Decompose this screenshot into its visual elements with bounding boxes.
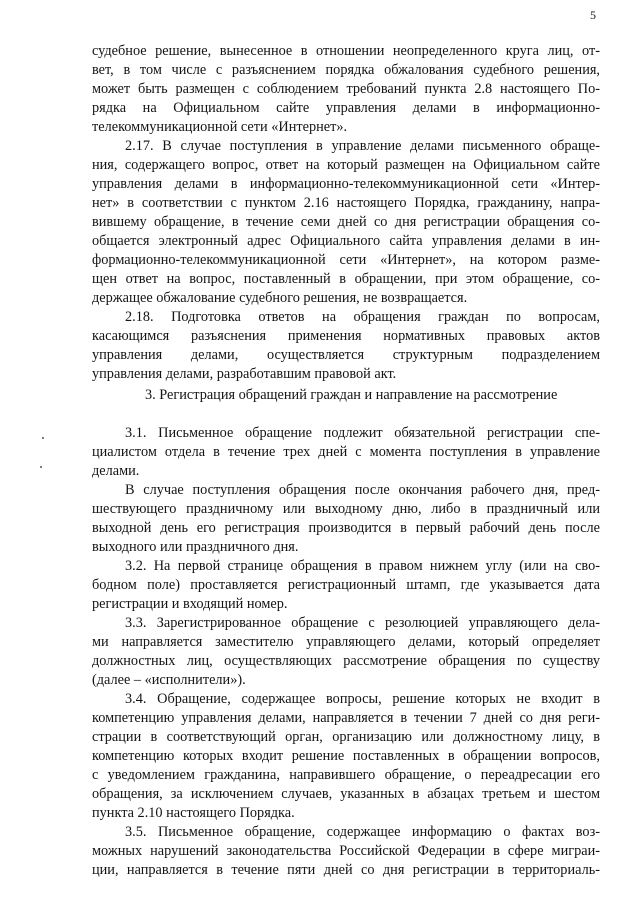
text-line: щен ответ на вопрос, поставленный в обращении, при этом обращение, со- — [92, 271, 600, 287]
text-line: может быть размещен с соблюдением требований пункта 2.8 настоящего По- — [92, 81, 600, 97]
text-line: судебное решение, вынесенное в отношении неопределенного круга лиц, от- — [92, 43, 600, 59]
text-line: страции в соответствующий орган, организацию или должностному лицу, в — [92, 729, 600, 745]
text-line: общается электронный адрес Официального сайта управления делами в ин- — [92, 233, 600, 249]
text-line: обращения, за исключением случаев, указанных в абзацах третьем и шестом — [92, 786, 600, 802]
text-line: шествующего праздничному или выходному дню, либо в праздничный или — [92, 501, 600, 517]
text-line: 2.17. В случае поступления в управление делами письменного обраще- — [125, 138, 600, 154]
text-line: вет, в том числе с разъяснением порядка обжалования судебного решения, — [92, 62, 600, 78]
text-line: компетенцию которых входит решение поставленных в обращении вопросов, — [92, 748, 600, 764]
text-line: 3.3. Зарегистрированное обращение с резолюцией управляющего дела- — [125, 615, 600, 631]
text-line: циалистом отдела в течение трех дней с момента поступления в управление — [92, 444, 600, 460]
text-line: формационно-телекоммуникационной сети «Интернет», на котором разме- — [92, 252, 600, 268]
text-line: выходной день его регистрация производится в первый рабочий день после — [92, 520, 600, 536]
text-line: В случае поступления обращения после окончания рабочего дня, пред- — [125, 482, 600, 498]
section-heading: 3. Регистрация обращений граждан и направление на рассмотрение — [145, 387, 558, 403]
text-line: 2.18. Подготовка ответов на обращения граждан по вопросам, — [125, 309, 600, 325]
text-line: с уведомлением гражданина, направившего обращение, о переадресации его — [92, 767, 600, 783]
text-line: 3.5. Письменное обращение, содержащее информацию о фактах воз- — [125, 824, 600, 840]
text-line: ции, направляется в течение пяти дней со дня регистрации в территориаль- — [92, 862, 600, 878]
scan-speck — [40, 466, 42, 468]
scan-speck — [42, 437, 44, 439]
text-line: должностных лиц, осуществляющих рассмотрение обращения по существу — [92, 653, 600, 669]
text-line: управления делами, осуществляется структурным подразделением — [92, 347, 600, 363]
text-line: 3.2. На первой странице обращения в правом нижнем углу (или на сво- — [125, 558, 600, 574]
text-line: бодном поле) проставляется регистрационный штамп, где указывается дата — [92, 577, 600, 593]
text-line: компетенцию управления делами, направляется в течении 7 дней со дня реги- — [92, 710, 600, 726]
text-line: ми направляется заместителю управляющего делами, который определяет — [92, 634, 600, 650]
text-line: управления делами, разработавшим правовой акт. — [92, 366, 397, 382]
text-line: (далее – «исполнители»). — [92, 672, 246, 688]
text-line: делами. — [92, 463, 140, 479]
page-number: 5 — [590, 8, 596, 22]
text-line: ния, содержащего вопрос, ответ на который размещен на Официальном сайте — [92, 157, 600, 173]
text-line: выходного или праздничного дня. — [92, 539, 299, 555]
text-line: 3.4. Обращение, содержащее вопросы, решение которых не входит в — [125, 691, 600, 707]
text-line: управления делами в информационно-телекоммуникационной сети «Интер- — [92, 176, 600, 192]
text-line: нет» в соответствии с пунктом 2.16 настоящего Порядка, гражданину, напра- — [92, 195, 600, 211]
text-line: пункта 2.10 настоящего Порядка. — [92, 805, 295, 821]
text-line: вившему обращение, в течение семи дней со дня регистрации обращения со- — [92, 214, 600, 230]
text-line: регистрации и входящий номер. — [92, 596, 288, 612]
text-line: держащее обжалование судебного решения, не возвращается. — [92, 290, 468, 306]
text-line: 3.1. Письменное обращение подлежит обязательной регистрации спе- — [125, 425, 600, 441]
text-line: можных нарушений законодательства Российской Федерации в сфере миграи- — [92, 843, 600, 859]
text-line: рядка на Официальном сайте управления делами в информационно- — [92, 100, 600, 116]
text-line: телекоммуникационной сети «Интернет». — [92, 119, 348, 135]
text-line: касающимся разъяснения применения нормативных правовых актов — [92, 328, 600, 344]
